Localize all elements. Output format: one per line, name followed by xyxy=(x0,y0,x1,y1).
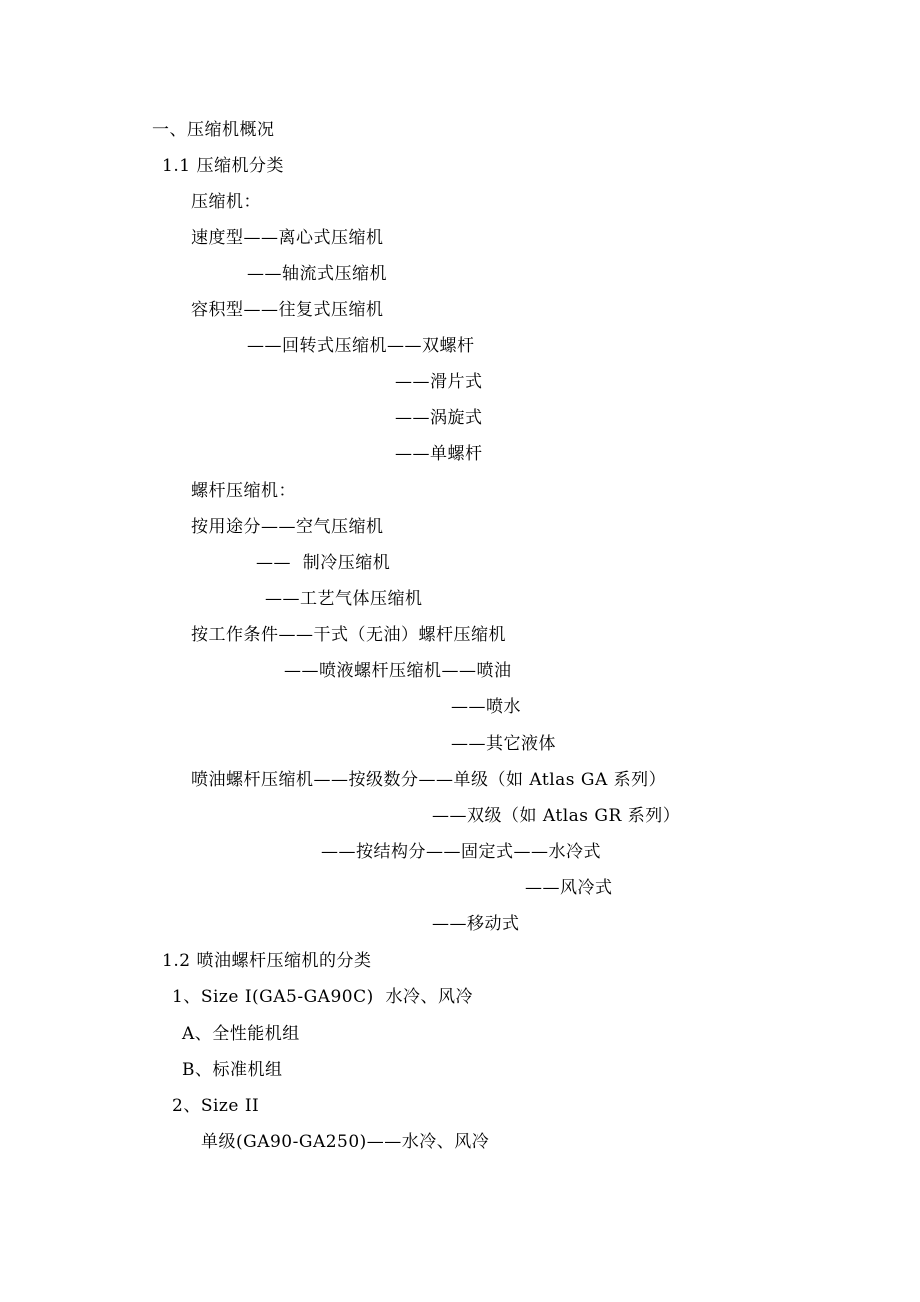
text-line: ——单螺杆 xyxy=(395,444,483,464)
text-line: 1、Size I(GA5-GA90C) 水冷、风冷 xyxy=(172,987,474,1007)
text-line: 按用途分——空气压缩机 xyxy=(191,517,384,537)
text-line: ——风冷式 xyxy=(525,878,613,898)
text-line: ——其它液体 xyxy=(451,734,556,754)
text-line: ——工艺气体压缩机 xyxy=(265,589,423,609)
text-line: —— 制冷压缩机 xyxy=(256,553,391,573)
text-line: 按工作条件——干式（无油）螺杆压缩机 xyxy=(191,625,506,645)
text-line: 速度型——离心式压缩机 xyxy=(191,228,384,248)
text-line: ——移动式 xyxy=(432,914,520,934)
text-line: B、标准机组 xyxy=(182,1060,283,1080)
text-line: 2、Size II xyxy=(172,1096,260,1116)
text-line: 压缩机： xyxy=(191,192,261,212)
text-line: ——轴流式压缩机 xyxy=(247,264,387,284)
text-line: ——按结构分——固定式——水冷式 xyxy=(321,842,601,862)
text-line: ——双级（如 Atlas GR 系列） xyxy=(432,806,681,826)
text-line: 喷油螺杆压缩机——按级数分——单级（如 Atlas GA 系列） xyxy=(191,770,667,790)
text-line: ——喷水 xyxy=(451,697,521,717)
subsection-heading: 1.1 压缩机分类 xyxy=(162,156,284,176)
section-heading: 一、压缩机概况 xyxy=(152,120,275,140)
text-line: A、全性能机组 xyxy=(182,1024,300,1044)
text-line: ——喷液螺杆压缩机——喷油 xyxy=(284,661,512,681)
text-line: ——涡旋式 xyxy=(395,408,483,428)
subsection-heading: 1.2 喷油螺杆压缩机的分类 xyxy=(162,951,372,971)
text-line: ——滑片式 xyxy=(395,372,483,392)
text-line: 容积型——往复式压缩机 xyxy=(191,300,384,320)
text-line: 螺杆压缩机： xyxy=(191,481,296,501)
text-line: 单级(GA90-GA250)——水冷、风冷 xyxy=(201,1132,490,1152)
text-line: ——回转式压缩机——双螺杆 xyxy=(247,336,475,356)
